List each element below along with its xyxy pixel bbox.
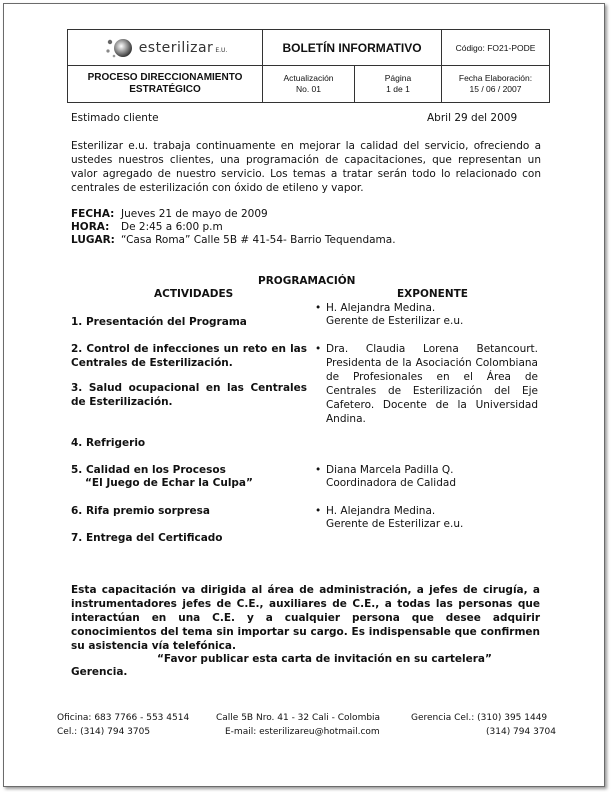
speaker-4-role: Gerente de Esterilizar e.u.	[326, 518, 464, 530]
speaker-3-name: • Diana Marcela Padilla Q.	[326, 463, 453, 477]
activity-item: 2. Control de infecciones un reto en las Centrales de Esterilización.	[71, 343, 307, 369]
speaker-3-role: Coordinadora de Calidad	[326, 477, 456, 489]
page-cell	[355, 66, 442, 102]
bulletin-title: BOLETÍN INFORMATIVO	[263, 30, 442, 66]
activity-item: 4. Refrigerio	[71, 437, 146, 449]
activity-item: 6. Rifa premio sorpresa	[71, 505, 210, 517]
logo-cell	[68, 30, 263, 66]
process-line-1: PROCESO DIRECCIONAMIENTO	[87, 72, 243, 83]
detail-value-hora: De 2:45 a 6:00 p.m	[121, 221, 223, 233]
speaker-1-role: Gerente de Esterilizar e.u.	[326, 315, 464, 327]
detail-label-fecha: FECHA:	[71, 208, 115, 220]
logo-text: esterilizar	[138, 39, 214, 56]
date-cell	[442, 66, 549, 102]
document-code: Código: FO21-PODE	[442, 30, 549, 66]
footer-manager-cel: Gerencia Cel.: (310) 395 1449	[411, 713, 548, 723]
date-label: Fecha Elaboración:	[458, 73, 533, 83]
detail-value-lugar: “Casa Roma” Calle 5B # 41-54- Barrio Tequendama.	[121, 234, 396, 246]
letter-date: Abril 29 del 2009	[427, 112, 518, 124]
process-name-cell	[68, 66, 263, 102]
speaker-1-name: • H. Alejandra Medina.	[326, 301, 435, 315]
footer-cel: Cel.: (314) 794 3705	[57, 727, 151, 737]
footer-email: E-mail: esterilizareu@hotmail.com	[225, 727, 380, 737]
footer-office-phone: Oficina: 683 7766 - 553 4514	[57, 713, 190, 723]
update-value: No. 01	[295, 84, 322, 94]
activity-item: 3. Salud ocupacional en las Centrales de Esterilización.	[71, 382, 307, 408]
closing-paragraph: Esta capacitación va dirigida al área de administración, a jefes de cirugía, a instrumentadores jefes de C.E., auxiliares de C.E., a todas las personas que interactúan en una C.E. y a cualquier persona que desee adquirir conocimientos del tema sin importar su cargo. Es indispensable que confirmen su asistencia vía telefónica.	[71, 584, 540, 652]
footer-address: Calle 5B Nro. 41 - 32 Cali - Colombia	[216, 713, 381, 723]
speaker-2-bio: • Dra. Claudia Lorena Betancourt. Presidenta de la Asociación Colombiana de Profesionales en el Área de Centrales de Esterilización del Eje Cafetero. Docente de la Universidad Andina.	[326, 342, 538, 426]
activity-item: 7. Entrega del Certificado	[71, 532, 223, 544]
logo-sphere-icon	[103, 35, 137, 61]
activities-heading: ACTIVIDADES	[154, 288, 234, 300]
update-label: Actualización	[283, 73, 334, 83]
update-cell	[263, 66, 355, 102]
speaker-heading: EXPONENTE	[397, 288, 468, 300]
process-line-2: ESTRATÉGICO	[129, 84, 201, 95]
signature: Gerencia.	[71, 666, 128, 678]
activity-item: 5. Calidad en los Procesos	[71, 464, 226, 476]
company-logo	[103, 35, 228, 61]
greeting: Estimado cliente	[71, 112, 159, 124]
program-title: PROGRAMACIÓN	[258, 275, 356, 287]
document-header-table	[67, 29, 550, 103]
page-label: Página	[384, 73, 412, 83]
activity-item: 1. Presentación del Programa	[71, 316, 247, 328]
logo-suffix: E.U.	[215, 47, 228, 54]
page-value: 1 de 1	[386, 84, 410, 94]
footer-manager-cel-2: (314) 794 3704	[486, 727, 557, 737]
speaker-4-name: • H. Alejandra Medina.	[326, 504, 435, 518]
detail-label-lugar: LUGAR:	[71, 234, 115, 246]
intro-paragraph: Esterilizar e.u. trabaja continuamente en mejorar la calidad del servicio, ofreciendo a ustedes nuestros clientes, una programación de capacitaciones, que representan un valor agregado de nuestro servicio. Los temas a tratar serán todo lo relacionado con centrales de esterilización con óxido de etileno y vapor.	[71, 140, 541, 194]
activity-subtitle: “El Juego de Echar la Culpa”	[85, 477, 253, 489]
detail-label-hora: HORA:	[71, 221, 110, 233]
publish-note: “Favor publicar esta carta de invitación en su cartelera”	[157, 653, 492, 665]
detail-value-fecha: Jueves 21 de mayo de 2009	[121, 208, 268, 220]
date-value: 15 / 06 / 2007	[469, 84, 522, 94]
